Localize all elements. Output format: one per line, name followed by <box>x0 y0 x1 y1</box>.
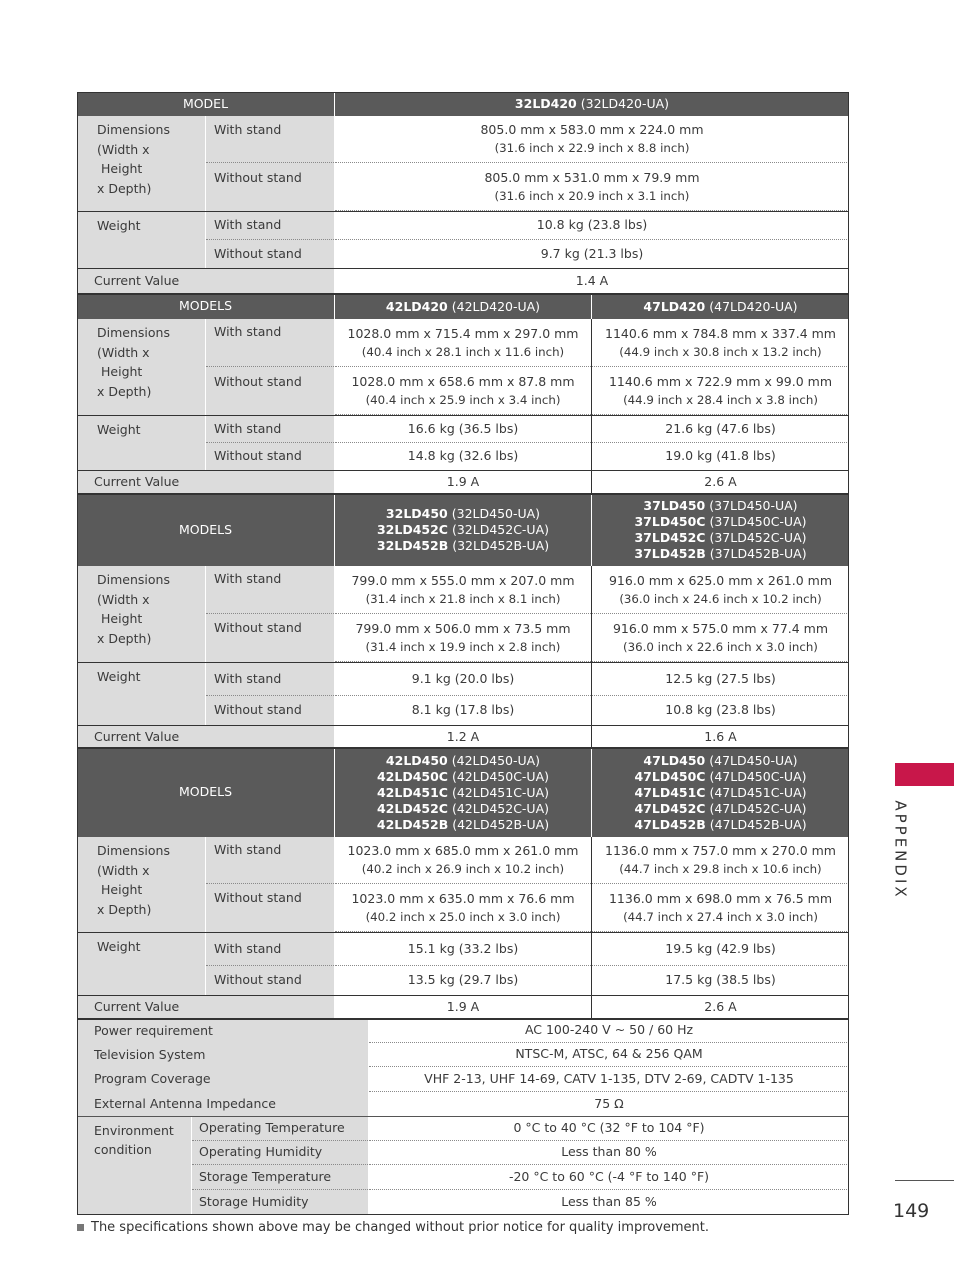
dim-with-value-col1: 799.0 mm x 555.0 mm x 207.0 mm (31.4 inch x 21.8 inch x 8.1 inch) <box>335 566 591 614</box>
program-coverage-value: VHF 2-13, UHF 14-69, CATV 1-135, DTV 2-69, CADTV 1-135 <box>369 1067 849 1092</box>
dim-without-value-col2: 1136.0 mm x 698.0 mm x 76.5 mm (44.7 inch x 27.4 inch x 3.0 inch) <box>592 884 849 932</box>
current-value-col2: 2.6 A <box>592 996 849 1019</box>
power-requirement-label: Power requirement <box>77 1019 368 1043</box>
dim-with-value-col1: 1028.0 mm x 715.4 mm x 297.0 mm (40.4 inch x 28.1 inch x 11.6 inch) <box>335 319 591 367</box>
weight-with-value-col1: 16.6 kg (36.5 lbs) <box>335 416 591 443</box>
page-number: 149 <box>893 1200 930 1222</box>
current-value-col1: 1.2 A <box>335 726 591 748</box>
weight-with-value-col1: 15.1 kg (33.2 lbs) <box>335 933 591 966</box>
dim-with-value-col2: 1136.0 mm x 757.0 mm x 270.0 mm (44.7 inch x 29.8 inch x 10.6 inch) <box>592 837 849 884</box>
dim-with-value-col2: 916.0 mm x 625.0 mm x 261.0 mm (36.0 inch x 24.6 inch x 10.2 inch) <box>592 566 849 614</box>
dim-with-value-col2: 1140.6 mm x 784.8 mm x 337.4 mm (44.9 inch x 30.8 inch x 13.2 inch) <box>592 319 849 367</box>
current-value-col2: 1.6 A <box>592 726 849 748</box>
storage-humidity-value: Less than 85 % <box>369 1190 849 1215</box>
weight-without-stand-label: Without stand <box>206 696 334 725</box>
current-value-col2: 2.6 A <box>592 471 849 494</box>
with-stand-label: With stand <box>206 116 334 163</box>
weight-with-value-col2: 12.5 kg (27.5 lbs) <box>592 663 849 696</box>
dim-without-value-col2: 1140.6 mm x 722.9 mm x 99.0 mm (44.9 inch x 28.4 inch x 3.8 inch) <box>592 367 849 415</box>
weight-without-value-col1: 8.1 kg (17.8 lbs) <box>335 696 591 725</box>
weight-with-value-col1: 9.1 kg (20.0 lbs) <box>335 663 591 696</box>
appendix-tab-marker <box>895 763 954 786</box>
models-header-col1: 42LD450 (42LD450-UA) 42LD450C (42LD450C-UA) 42LD451C (42LD451C-UA) 42LD452C (42LD452C-UA) 42LD452B (42LD452B-UA) <box>335 748 591 837</box>
weight-with-stand-label: With stand <box>206 663 334 696</box>
storage-temperature-value: -20 °C to 60 °C (-4 °F to 140 °F) <box>369 1165 849 1190</box>
spec-table-42-47ld420 <box>77 294 849 494</box>
weight-label: Weight <box>77 933 205 995</box>
model-header-label: MODEL <box>77 92 334 116</box>
models-header-label: MODELS <box>77 748 334 837</box>
without-stand-label: Without stand <box>206 163 334 211</box>
models-header-col2: 47LD420 (47LD420-UA) <box>592 294 849 319</box>
television-system-value: NTSC-M, ATSC, 64 & 256 QAM <box>369 1043 849 1067</box>
models-header-label: MODELS <box>77 294 334 319</box>
weight-without-value: 9.7 kg (21.3 lbs) <box>335 240 849 268</box>
weight-with-stand-label: With stand <box>206 933 334 966</box>
weight-without-value-col1: 13.5 kg (29.7 lbs) <box>335 966 591 995</box>
weight-without-stand-label: Without stand <box>206 240 334 268</box>
operating-humidity-label: Operating Humidity <box>192 1141 368 1165</box>
current-value: 1.4 A <box>335 269 849 294</box>
television-system-label: Television System <box>77 1043 368 1067</box>
current-value-label: Current Value <box>77 269 334 294</box>
operating-temperature-label: Operating Temperature <box>192 1117 368 1141</box>
current-value-col1: 1.9 A <box>335 996 591 1019</box>
weight-without-value-col2: 10.8 kg (23.8 lbs) <box>592 696 849 725</box>
appendix-tab-label: APPENDIX <box>892 800 910 900</box>
dim-without-value-col2: 916.0 mm x 575.0 mm x 77.4 mm (36.0 inch x 22.6 inch x 3.0 inch) <box>592 614 849 662</box>
models-header-label: MODELS <box>77 494 334 566</box>
models-header-col1: 32LD450 (32LD450-UA) 32LD452C (32LD452C-UA) 32LD452B (32LD452B-UA) <box>335 494 591 566</box>
models-header-col1: 42LD420 (42LD420-UA) <box>335 294 591 319</box>
storage-temperature-label: Storage Temperature <box>192 1165 368 1190</box>
weight-with-stand-label: With stand <box>206 212 334 240</box>
model-header-value: 32LD420 (32LD420-UA) <box>335 92 849 116</box>
weight-label: Weight <box>77 212 205 268</box>
program-coverage-label: Program Coverage <box>77 1067 368 1092</box>
models-header-col2: 37LD450 (37LD450-UA) 37LD450C (37LD450C-UA) 37LD452C (37LD452C-UA) 37LD452B (37LD452B-UA) <box>592 494 849 566</box>
models-header-col2: 47LD450 (47LD450-UA) 47LD450C (47LD450C-UA) 47LD451C (47LD451C-UA) 47LD452C (47LD452C-UA) 47LD452B (47LD452B-UA) <box>592 748 849 837</box>
antenna-impedance-value: 75 Ω <box>369 1092 849 1117</box>
weight-with-stand-label: With stand <box>206 416 334 443</box>
dim-with-value-col1: 1023.0 mm x 685.0 mm x 261.0 mm (40.2 inch x 26.9 inch x 10.2 inch) <box>335 837 591 884</box>
without-stand-label: Without stand <box>206 884 334 932</box>
dim-without-value: 805.0 mm x 531.0 mm x 79.9 mm (31.6 inch x 20.9 inch x 3.1 inch) <box>335 163 849 211</box>
without-stand-label: Without stand <box>206 614 334 662</box>
page-number-rule <box>895 1180 954 1181</box>
current-value-col1: 1.9 A <box>335 471 591 494</box>
bullet-square-icon <box>77 1224 84 1231</box>
current-value-label: Current Value <box>77 726 334 748</box>
dimensions-label: Dimensions (Width x Height x Depth) <box>77 319 205 415</box>
weight-label: Weight <box>77 416 205 470</box>
dimensions-label: Dimensions (Width x Height x Depth) <box>77 837 205 932</box>
without-stand-label: Without stand <box>206 367 334 415</box>
spec-table-32ld420 <box>77 92 849 294</box>
with-stand-label: With stand <box>206 319 334 367</box>
weight-with-value-col2: 21.6 kg (47.6 lbs) <box>592 416 849 443</box>
storage-humidity-label: Storage Humidity <box>192 1190 368 1215</box>
dim-with-value: 805.0 mm x 583.0 mm x 224.0 mm (31.6 inch x 22.9 inch x 8.8 inch) <box>335 116 849 163</box>
dim-without-value-col1: 799.0 mm x 506.0 mm x 73.5 mm (31.4 inch x 19.9 inch x 2.8 inch) <box>335 614 591 662</box>
with-stand-label: With stand <box>206 837 334 884</box>
dim-without-value-col1: 1028.0 mm x 658.6 mm x 87.8 mm (40.4 inch x 25.9 inch x 3.4 inch) <box>335 367 591 415</box>
weight-without-value-col2: 19.0 kg (41.8 lbs) <box>592 443 849 470</box>
weight-without-stand-label: Without stand <box>206 443 334 470</box>
footnote: The specifications shown above may be changed without prior notice for quality improvement. <box>77 1220 709 1235</box>
weight-without-stand-label: Without stand <box>206 966 334 995</box>
spec-table-32-37ld450 <box>77 494 849 748</box>
weight-with-value: 10.8 kg (23.8 lbs) <box>335 212 849 240</box>
current-value-label: Current Value <box>77 471 334 494</box>
current-value-label: Current Value <box>77 996 334 1019</box>
weight-label: Weight <box>77 663 205 725</box>
weight-without-value-col1: 14.8 kg (32.6 lbs) <box>335 443 591 470</box>
operating-humidity-value: Less than 80 % <box>369 1141 849 1165</box>
weight-with-value-col2: 19.5 kg (42.9 lbs) <box>592 933 849 966</box>
weight-without-value-col2: 17.5 kg (38.5 lbs) <box>592 966 849 995</box>
with-stand-label: With stand <box>206 566 334 614</box>
environment-condition-label: Environment condition <box>77 1117 191 1215</box>
antenna-impedance-label: External Antenna Impedance <box>77 1092 368 1117</box>
dim-without-value-col1: 1023.0 mm x 635.0 mm x 76.6 mm (40.2 inch x 25.0 inch x 3.0 inch) <box>335 884 591 932</box>
power-requirement-value: AC 100-240 V ~ 50 / 60 Hz <box>369 1019 849 1043</box>
operating-temperature-value: 0 °C to 40 °C (32 °F to 104 °F) <box>369 1117 849 1141</box>
dimensions-label: Dimensions (Width x Height x Depth) <box>77 116 205 211</box>
common-spec-table <box>77 1019 849 1215</box>
spec-table-42-47ld450 <box>77 748 849 1019</box>
dimensions-label: Dimensions (Width x Height x Depth) <box>77 566 205 662</box>
